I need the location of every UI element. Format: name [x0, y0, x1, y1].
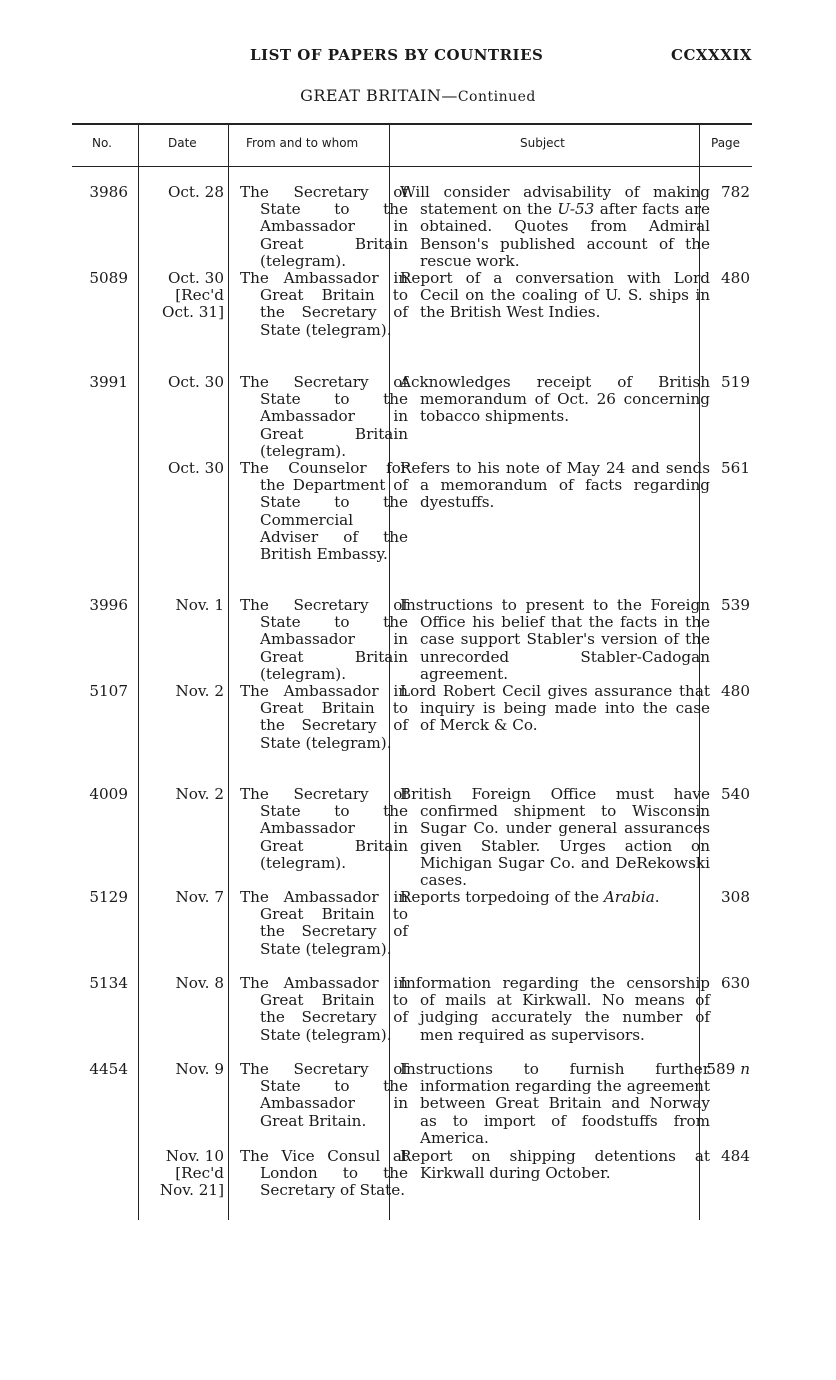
paper-date: Nov. 2 [175, 682, 224, 700]
subject-text-cont: after facts are obtained. Quotes from Admiral Benson's published account of the rescue work. [420, 200, 710, 270]
paper-number: 3986 [89, 183, 128, 201]
page-reference [700, 1061, 750, 1078]
table-top-rule [72, 123, 752, 125]
subject: Lord Robert Cecil gives assurance that inquiry is being made into the case of Merck & Co. [400, 682, 710, 735]
paper-number: 5089 [89, 269, 128, 287]
column-header-subject: Subject [520, 136, 565, 150]
running-head-title: LIST OF PAPERS BY COUNTRIES [250, 46, 544, 64]
paper-date: Nov. 9 [175, 1060, 224, 1078]
subject: Instructions to furnish further information regarding the agreement between Great Britain and Norway as to import of foodstuffs from America. [400, 1060, 710, 1147]
page-number: 589 [706, 1060, 736, 1078]
column-divider-no-date [138, 124, 139, 1220]
subject: Instructions to present to the Foreign Office his belief that the facts in the case support Stabler's version of the unrecorded Stabler-Cadogan agreement. [400, 596, 710, 683]
paper-date: Nov. 1 [175, 596, 224, 614]
subject-text: Reports torpedoing of the [400, 888, 604, 906]
page-reference: 308 [721, 888, 750, 906]
paper-date: Nov. 10 [Rec'd Nov. 21] [159, 1147, 224, 1200]
page-reference: 484 [721, 1147, 750, 1165]
paper-number: 3991 [89, 373, 128, 391]
from-and-to-whom: The Secretary of State to the Ambassador in Great Britain. [240, 1060, 408, 1130]
subject-italic: Arabia [603, 888, 655, 906]
page-reference: 561 [721, 459, 750, 477]
paper-number: 3996 [89, 596, 128, 614]
column-divider-date-from [228, 124, 229, 1220]
paper-number: 4454 [89, 1060, 128, 1078]
paper-date: Oct. 30 [167, 459, 224, 477]
subject-italic: U-53 [557, 200, 595, 219]
section-dash: — [441, 86, 458, 105]
subject: Report of a conversation with Lord Cecil on the coaling of U. S. ships in the British West Indies. [400, 269, 710, 322]
paper-date: Nov. 2 [175, 785, 224, 803]
running-head [250, 46, 752, 64]
page-reference: 519 [721, 373, 750, 391]
subject-text: Will consider advisability of making statement on the [400, 183, 710, 219]
from-and-to-whom: The Vice Consul at London to the Secretary of State. [240, 1147, 408, 1200]
subject-text-cont: . [654, 888, 660, 906]
paper-number: 5107 [89, 682, 128, 700]
paper-number: 4009 [89, 785, 128, 803]
from-and-to-whom: The Secretary of State to the Ambassador in Great Britain (telegram). [240, 785, 408, 872]
subject [400, 889, 710, 906]
paper-number: 5134 [89, 974, 128, 992]
paper-number: 5129 [89, 888, 128, 906]
subject: Refers to his note of May 24 and sends a memorandum of facts regarding dyestuffs. [400, 459, 710, 512]
from-and-to-whom: The Secretary of State to the Ambassador in Great Britain (telegram). [240, 183, 408, 270]
subject: Information regarding the censorship of mails at Kirkwall. No means of judging accurately the number of men required as supervisors. [400, 974, 710, 1044]
column-header-page: Page [711, 136, 741, 150]
subject: British Foreign Office must have confirmed shipment to Wisconsin Sugar Co. under general assurances given Stabler. Urges action on Michigan Sugar Co. and DeRekowski cases. [400, 785, 710, 890]
subject: Acknowledges receipt of British memorandum of Oct. 26 concerning tobacco shipments. [400, 373, 710, 426]
from-and-to-whom: The Ambassador in Great Britain to the Secretary of State (telegram). [240, 974, 408, 1044]
paper-date: Oct. 28 [167, 183, 224, 201]
paper-date: Nov. 7 [175, 888, 224, 906]
page-reference: 480 [721, 682, 750, 700]
subject: Report on shipping detentions at Kirkwall during October. [400, 1147, 710, 1183]
from-and-to-whom: The Secretary of State to the Ambassador in Great Britain (telegram). [240, 596, 408, 683]
from-and-to-whom: The Counselor for the Department of State to the Commercial Adviser of the British Embassy. [240, 459, 408, 564]
column-header-no: No. [92, 136, 112, 150]
column-header-date: Date [168, 136, 197, 150]
section-title [0, 86, 836, 105]
column-header-from-to: From and to whom [246, 136, 359, 150]
page-reference: 480 [721, 269, 750, 287]
subject [400, 184, 710, 270]
page-reference: 630 [721, 974, 750, 992]
page-reference: 540 [721, 785, 750, 803]
paper-date: Oct. 30 [167, 373, 224, 391]
page-reference: 539 [721, 596, 750, 614]
country-name: GREAT BRITAIN [300, 86, 442, 105]
page-reference: 782 [721, 183, 750, 201]
roman-page-number: CCXXXIX [671, 46, 752, 64]
from-and-to-whom: The Secretary of State to the Ambassador in Great Britain (telegram). [240, 373, 408, 460]
paper-date: Oct. 30 [Rec'd Oct. 31] [162, 269, 224, 322]
paper-date: Nov. 8 [175, 974, 224, 992]
from-and-to-whom: The Ambassador in Great Britain to the Secretary of State (telegram). [240, 888, 408, 958]
from-and-to-whom: The Ambassador in Great Britain to the Secretary of State (telegram). [240, 682, 408, 752]
table-header-rule [72, 166, 752, 167]
note-marker: n [740, 1060, 750, 1078]
from-and-to-whom: The Ambassador in Great Britain to the Secretary of State (telegram). [240, 269, 408, 339]
continued-label: Continued [457, 89, 536, 105]
